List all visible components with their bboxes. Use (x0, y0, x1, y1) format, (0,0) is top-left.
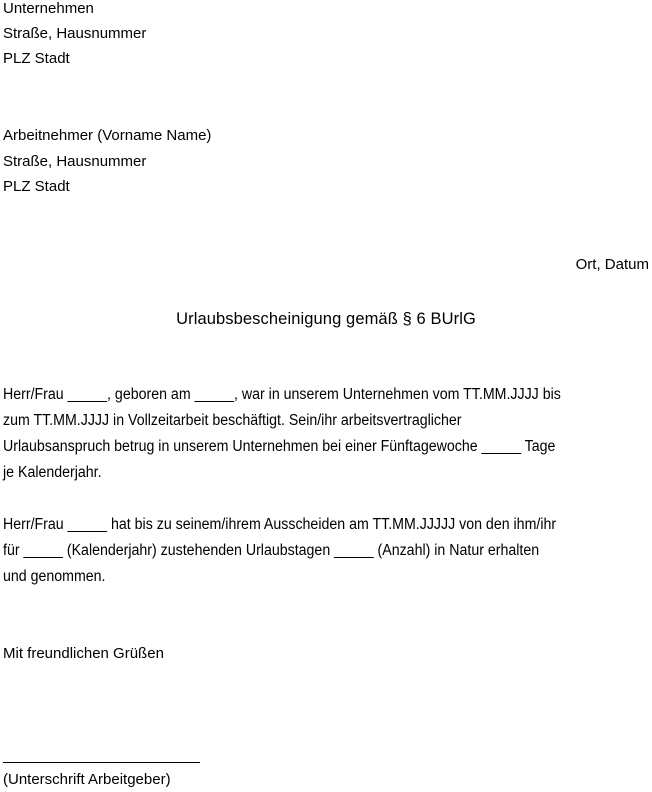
paragraph-line: Herr/Frau _____, geboren am _____, war in unserem Unternehmen vom TT.MM.JJJJ bis (3, 386, 561, 403)
recipient-city: PLZ Stadt (3, 178, 70, 195)
paragraph-line: für _____ (Kalenderjahr) zustehenden Urlaubstagen _____ (Anzahl) in Natur erhalten (3, 542, 540, 559)
paragraph-line: Herr/Frau _____ hat bis zu seinem/ihrem Ausscheiden am TT.MM.JJJJJ von den ihm/ihr (3, 516, 557, 533)
paragraph-line: und genommen. (3, 568, 106, 585)
place-date: Ort, Datum (575, 256, 649, 273)
sender-city: PLZ Stadt (3, 50, 70, 67)
paragraph-line: Urlaubsanspruch betrug in unserem Unternehmen bei einer Fünftagewoche _____ Tage (3, 438, 556, 455)
closing-greeting: Mit freundlichen Grüßen (3, 645, 164, 662)
paragraph-line: je Kalenderjahr. (3, 464, 102, 481)
signature-caption: (Unterschrift Arbeitgeber) (3, 771, 171, 788)
recipient-name: Arbeitnehmer (Vorname Name) (3, 127, 212, 144)
sender-street: Straße, Hausnummer (3, 25, 147, 42)
paragraph-line: zum TT.MM.JJJJ in Vollzeitarbeit beschäftigt. Sein/ihr arbeitsvertraglicher (3, 412, 462, 429)
document-title: Urlaubsbescheinigung gemäß § 6 BUrlG (176, 310, 476, 328)
signature-line (3, 762, 200, 763)
sender-company: Unternehmen (3, 0, 94, 17)
recipient-street: Straße, Hausnummer (3, 153, 147, 170)
